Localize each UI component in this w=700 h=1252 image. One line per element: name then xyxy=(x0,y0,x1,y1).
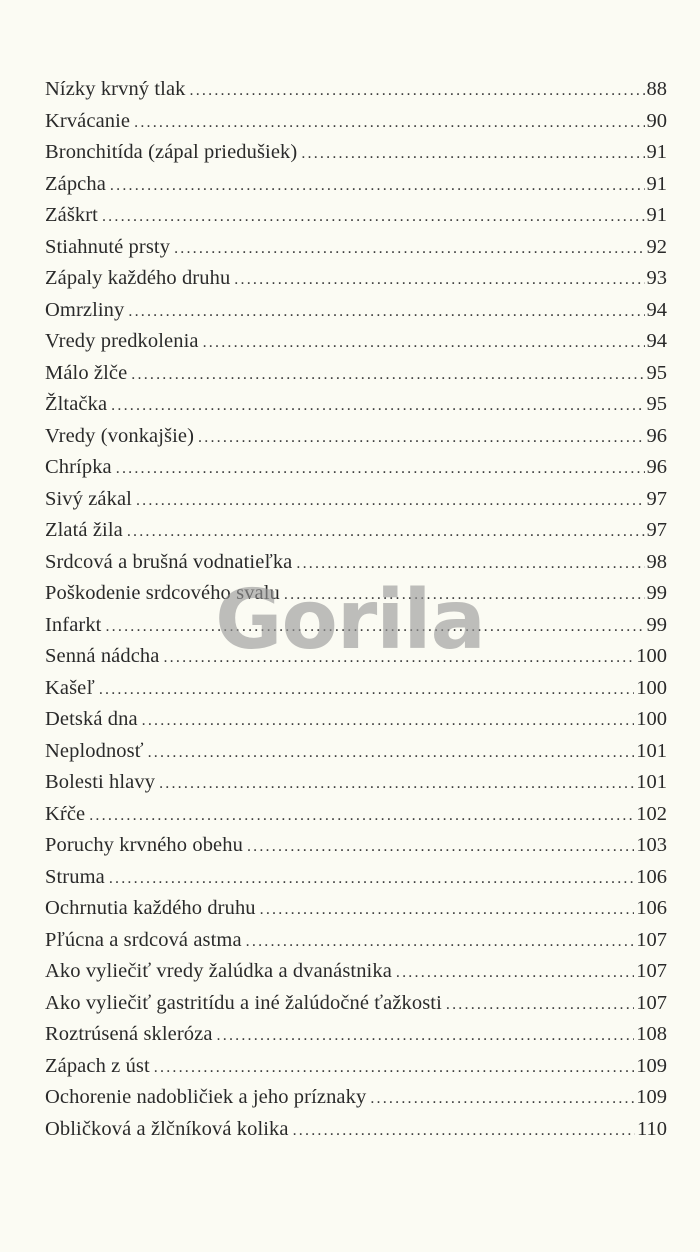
toc-entry xyxy=(45,295,667,327)
toc-dot-leader xyxy=(293,1115,635,1147)
toc-entry-title: Sivý zákal xyxy=(45,487,132,510)
toc-entry-page-number: 95 xyxy=(646,361,667,384)
toc-entry-page-number: 88 xyxy=(646,78,667,100)
toc-dot-leader xyxy=(136,485,645,517)
toc-entry-page-number: 99 xyxy=(646,582,667,604)
toc-dot-leader xyxy=(142,705,635,737)
toc-entry-title: Zápach z úst xyxy=(45,1054,150,1077)
toc-entry-page-number: 92 xyxy=(646,235,667,258)
toc-dot-leader xyxy=(154,1052,634,1084)
toc-dot-leader xyxy=(260,894,635,926)
toc-entry xyxy=(45,862,667,894)
toc-dot-leader xyxy=(111,390,644,422)
toc-entry-title: Ochrnutia každého druhu xyxy=(45,897,256,919)
toc-entry xyxy=(45,389,667,421)
toc-dot-leader xyxy=(127,516,645,548)
toc-entry-page-number: 107 xyxy=(636,928,667,951)
toc-entry-page-number: 102 xyxy=(636,802,667,825)
toc-entry-page-number: 101 xyxy=(636,771,667,793)
toc-entry xyxy=(45,767,667,799)
toc-entry-title: Zápaly každého druhu xyxy=(45,267,231,289)
toc-entry-title: Poškodenie srdcového svalu xyxy=(45,582,280,604)
toc-entry-title: Vredy (vonkajšie) xyxy=(45,424,195,447)
toc-entry-page-number: 99 xyxy=(646,613,667,636)
toc-entry xyxy=(45,578,667,610)
toc-entry-title: Ako vyliečiť gastritídu a iné žalúdočné ťažkosti xyxy=(45,991,442,1014)
table-of-contents xyxy=(45,74,667,1145)
toc-entry xyxy=(45,547,667,579)
toc-entry xyxy=(45,925,667,957)
toc-entry-page-number: 97 xyxy=(646,487,667,510)
toc-entry-title: Detská dna xyxy=(45,708,138,730)
toc-dot-leader xyxy=(159,768,634,800)
toc-dot-leader xyxy=(163,642,634,674)
toc-dot-leader xyxy=(110,170,645,202)
toc-dot-leader xyxy=(296,548,644,580)
toc-entry-title: Málo žlče xyxy=(45,361,128,384)
toc-entry xyxy=(45,232,667,264)
toc-dot-leader xyxy=(134,107,644,139)
toc-entry xyxy=(45,736,667,768)
toc-entry xyxy=(45,74,667,106)
toc-entry-title: Vredy predkolenia xyxy=(45,330,199,352)
toc-entry-title: Krvácanie xyxy=(45,109,131,132)
toc-entry xyxy=(45,326,667,358)
toc-dot-leader xyxy=(301,138,644,170)
toc-entry xyxy=(45,799,667,831)
toc-entry-title: Chrípka xyxy=(45,456,112,478)
toc-entry-title: Infarkt xyxy=(45,613,102,636)
toc-entry-page-number: 96 xyxy=(646,456,667,478)
toc-entry xyxy=(45,673,667,705)
toc-entry xyxy=(45,1019,667,1051)
toc-dot-leader xyxy=(99,674,634,706)
toc-entry-title: Poruchy krvného obehu xyxy=(45,834,243,856)
toc-entry-page-number: 97 xyxy=(646,519,667,541)
toc-entry xyxy=(45,137,667,169)
toc-entry-title: Pľúcna a srdcová astma xyxy=(45,928,242,951)
toc-entry xyxy=(45,830,667,862)
toc-entry xyxy=(45,988,667,1020)
toc-entry xyxy=(45,1082,667,1114)
toc-entry xyxy=(45,484,667,516)
toc-entry-title: Zlatá žila xyxy=(45,519,123,541)
toc-entry xyxy=(45,704,667,736)
toc-entry-title: Ako vyliečiť vredy žalúdka a dvanástnika xyxy=(45,960,392,982)
toc-dot-leader xyxy=(198,422,644,454)
toc-entry-page-number: 91 xyxy=(646,172,667,195)
toc-entry-title: Roztrúsená skleróza xyxy=(45,1023,213,1045)
toc-entry xyxy=(45,106,667,138)
toc-entry-page-number: 108 xyxy=(636,1023,667,1045)
toc-dot-leader xyxy=(116,453,645,485)
toc-dot-leader xyxy=(102,201,645,233)
toc-entry xyxy=(45,515,667,547)
toc-entry-title: Kŕče xyxy=(45,802,86,825)
toc-entry-page-number: 109 xyxy=(636,1054,667,1077)
toc-entry-title: Struma xyxy=(45,865,105,888)
toc-entry-page-number: 94 xyxy=(646,298,667,321)
toc-entry-title: Bronchitída (zápal priedušiek) xyxy=(45,141,298,163)
toc-entry-title: Senná nádcha xyxy=(45,645,160,667)
toc-entry xyxy=(45,358,667,390)
toc-dot-leader xyxy=(446,989,634,1021)
toc-entry-page-number: 106 xyxy=(636,865,667,888)
toc-dot-leader xyxy=(370,1083,634,1115)
toc-dot-leader xyxy=(131,359,644,391)
toc-entry-title: Ochorenie nadobličiek a jeho príznaky xyxy=(45,1086,367,1108)
toc-entry-title: Zápcha xyxy=(45,172,106,195)
toc-entry-page-number: 103 xyxy=(636,834,667,856)
toc-entry-page-number: 100 xyxy=(636,645,667,667)
toc-dot-leader xyxy=(234,264,644,296)
toc-dot-leader xyxy=(148,737,635,769)
toc-entry-page-number: 93 xyxy=(646,267,667,289)
toc-dot-leader xyxy=(174,233,644,265)
toc-entry xyxy=(45,610,667,642)
toc-entry-page-number: 94 xyxy=(646,330,667,352)
watermark-logo: Gorila xyxy=(215,573,485,668)
toc-entry-title: Obličková a žlčníková kolika xyxy=(45,1117,289,1140)
toc-dot-leader xyxy=(203,327,645,359)
toc-dot-leader xyxy=(396,957,634,989)
toc-dot-leader xyxy=(246,926,635,958)
toc-entry-title: Nízky krvný tlak xyxy=(45,78,186,100)
toc-entry-page-number: 100 xyxy=(636,676,667,699)
toc-entry-title: Záškrt xyxy=(45,204,98,226)
toc-entry xyxy=(45,452,667,484)
toc-entry xyxy=(45,893,667,925)
toc-entry-title: Srdcová a brušná vodnatieľka xyxy=(45,550,293,573)
toc-entry xyxy=(45,641,667,673)
toc-dot-leader xyxy=(247,831,634,863)
toc-entry-page-number: 107 xyxy=(636,991,667,1014)
toc-entry-title: Kašeľ xyxy=(45,676,95,699)
toc-dot-leader xyxy=(109,863,634,895)
toc-entry xyxy=(45,200,667,232)
toc-entry-page-number: 91 xyxy=(646,141,667,163)
toc-entry-page-number: 91 xyxy=(646,204,667,226)
toc-entry-page-number: 95 xyxy=(646,393,667,415)
toc-dot-leader xyxy=(128,296,644,328)
toc-entry-title: Žltačka xyxy=(45,393,108,415)
toc-dot-leader xyxy=(190,75,645,107)
toc-entry-page-number: 107 xyxy=(636,960,667,982)
toc-entry xyxy=(45,956,667,988)
toc-entry-page-number: 106 xyxy=(636,897,667,919)
toc-entry-title: Neplodnosť xyxy=(45,739,144,762)
toc-dot-leader xyxy=(217,1020,635,1052)
toc-entry-page-number: 109 xyxy=(636,1086,667,1108)
toc-dot-leader xyxy=(284,579,645,611)
toc-dot-leader xyxy=(89,800,634,832)
toc-dot-leader xyxy=(105,611,644,643)
toc-entry xyxy=(45,421,667,453)
toc-entry-page-number: 90 xyxy=(646,109,667,132)
toc-entry xyxy=(45,1051,667,1083)
toc-entry-title: Bolesti hlavy xyxy=(45,771,156,793)
toc-entry-title: Stiahnuté prsty xyxy=(45,235,171,258)
toc-entry xyxy=(45,169,667,201)
toc-entry-page-number: 96 xyxy=(646,424,667,447)
toc-entry-page-number: 100 xyxy=(636,708,667,730)
toc-entry-page-number: 110 xyxy=(637,1117,667,1140)
toc-entry-title: Omrzliny xyxy=(45,298,125,321)
toc-entry xyxy=(45,1114,667,1146)
toc-entry xyxy=(45,263,667,295)
toc-entry-page-number: 98 xyxy=(646,550,667,573)
toc-entry-page-number: 101 xyxy=(636,739,667,762)
